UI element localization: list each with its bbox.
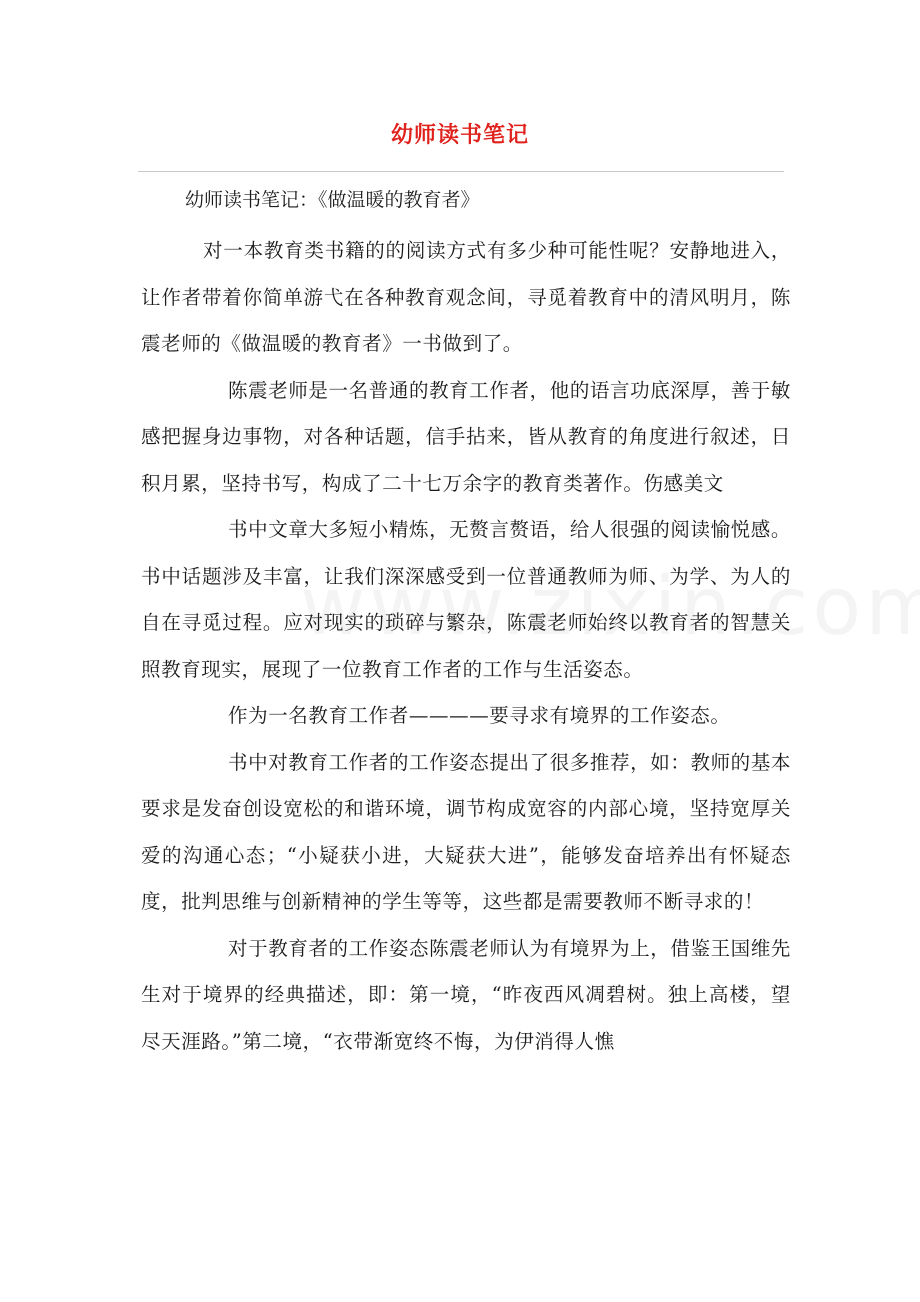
title-divider	[138, 171, 784, 172]
paragraph-1: 对一本教育类书籍的的阅读方式有多少种可能性呢？安静地进入，让作者带着你简单游弋在各种教育观念间，寻觅着教育中的清风明月，陈震老师的《做温暖的教育者》一书做到了。	[141, 239, 791, 355]
document-body	[141, 228, 791, 1065]
paragraph-4: 作为一名教育工作者————要寻求有境界的工作姿态。	[228, 704, 731, 727]
paragraph-6: 对于教育者的工作姿态陈震老师认为有境界为上，借鉴王国维先生对于境界的经典描述，即：第一境，“昨夜西风凋碧树。独上高楼，望尽天涯路。”第二境，“衣带渐宽终不悔，为伊消得人憔	[141, 936, 791, 1053]
document-title: 幼师读书笔记	[390, 123, 529, 148]
paragraph-2: 陈震老师是一名普通的教育工作者，他的语言功底深厚，善于敏感把握身边事物，对各种话题，信手拈来，皆从教育的角度进行叙述，日积月累，坚持书写，构成了二十七万余字的教育类著作。伤感美文	[141, 378, 791, 495]
paragraph-5: 书中对教育工作者的工作姿态提出了很多推荐，如：教师的基本要求是发奋创设宽松的和谐环境，调节构成宽容的内部心境，坚持宽厚关爱的沟通心态；“小疑获小进，大疑获大进”，能够发奋培养出有怀疑态度，批判思维与创新精神的学生等等，这些都是需要教师不断寻求的！	[141, 750, 791, 913]
paragraph-3: 书中文章大多短小精炼，无赘言赘语，给人很强的阅读愉悦感。书中话题涉及丰富，让我们深深感受到一位普通教师为师、为学、为人的自在寻觅过程。应对现实的琐碎与繁杂，陈震老师始终以教育者的智慧关照教育现实，展现了一位教育工作者的工作与生活姿态。	[141, 518, 791, 681]
document-subtitle: 幼师读书笔记：《做温暖的教育者》	[185, 189, 480, 211]
